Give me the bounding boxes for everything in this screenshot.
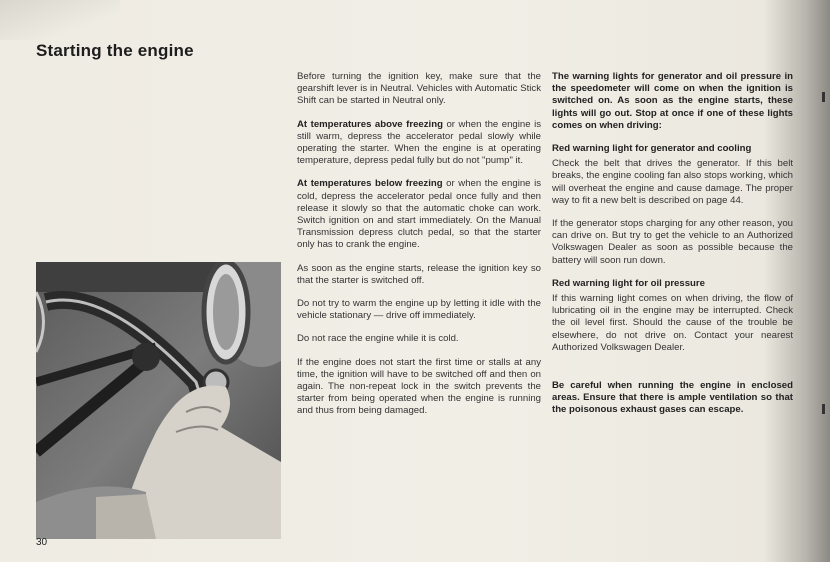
paragraph-gearshift: Before turning the ignition key, make sure that the gearshift lever is in Neutral. Vehicles with Automatic Stick Shift can be started in Neutral only. [297, 71, 541, 107]
page-title: Starting the engine [36, 41, 194, 60]
dashboard-photo [36, 262, 281, 539]
above-freezing-text: or when the engine is still warm, depress the accelerator pedal slowly while operating the starter. When the engine is at operating temperature, depress pedal fully but do not "pump" it. [297, 118, 541, 167]
paragraph-enclosed-areas: Be careful when running the engine in enclosed areas. Ensure that there is ample ventilation so that the poisonous exhaust gases can escape. [552, 380, 793, 416]
page-edge-mark [822, 92, 825, 102]
paragraph-non-repeat-lock: If the engine does not start the first time or stalls at any time, the ignition will have to be switched off and then on again. The non-repeat lock in the switch prevents the starter from being operated when the engine is running and thus from being damaged. [297, 356, 541, 417]
below-freezing-lead: At temperatures below freezing [297, 178, 443, 190]
paragraph-generator-charging: If the generator stops charging for any other reason, you can drive on. But try to get the vehicle to an Authorized Volkswagen Dealer as soon as possible because the battery will soon run down. [552, 218, 793, 266]
paragraph-release-key: As soon as the engine starts, release the ignition key so that the starter is switched off. [297, 262, 541, 286]
below-freezing-text: or when the engine is cold, depress the accelerator pedal once fully and then release it slowly so that the automatic choke can work. Switch ignition on and start immediately. On the Manual Transmission depress clutch pedal, so that the starter only has to crank the engine. [297, 178, 541, 251]
paragraph-below-freezing [297, 178, 541, 251]
paragraph-race-engine: Do not race the engine while it is cold. [297, 333, 459, 345]
ignition-key-illustration [36, 262, 281, 539]
paragraph-generator-belt: Check the belt that drives the generator. If this belt breaks, the engine cooling fan also stops working, which will overheat the engine and cause damage. The proper way to fit a new belt is described on page 44. [552, 158, 793, 206]
paragraph-warning-lights-intro: The warning lights for generator and oil pressure in the speedometer will come on when the ignition is switched on. As soon as the engine starts, these lights will go out. Stop at once if one of these lights comes on when driving: [552, 71, 793, 131]
generator-warning-heading: Red warning light for generator and cooling [552, 143, 752, 155]
page-corner-shadow [0, 0, 120, 40]
right-column [552, 71, 793, 428]
page-edge-mark [822, 404, 825, 414]
paragraph-above-freezing [297, 119, 541, 168]
above-freezing-lead: At temperatures above freezing [297, 118, 443, 130]
oil-warning-heading: Red warning light for oil pressure [552, 277, 705, 289]
paragraph-oil-pressure: If this warning light comes on when driving, the flow of lubricating oil in the engine may be interrupted. Check the oil level first. Should the cause of the trouble be elsewhere, do not drive on. Contact your nearest Authorized Volkswagen Dealer. [552, 293, 793, 353]
page-number: 30 [36, 537, 48, 548]
middle-column [297, 71, 541, 429]
paragraph-warm-up: Do not try to warm the engine up by letting it idle with the vehicle stationary — drive off immediately. [297, 298, 541, 322]
